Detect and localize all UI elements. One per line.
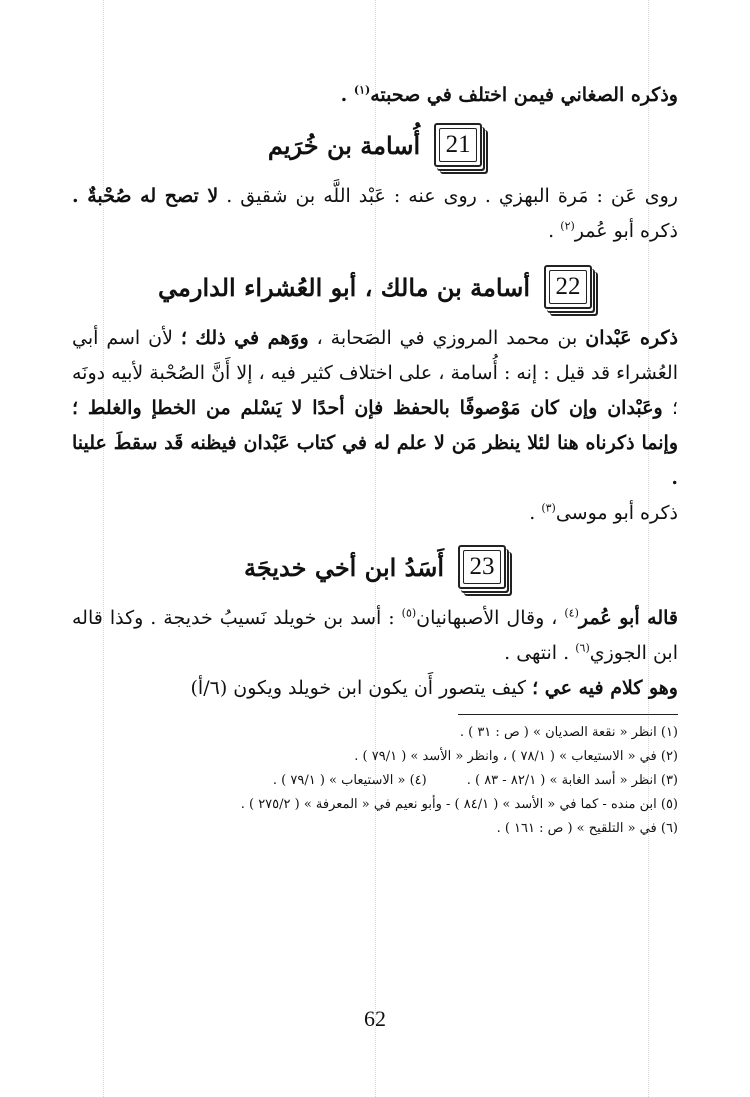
entry-title: أَسَدُ ابن أخي خديجَة <box>243 552 445 582</box>
page-body <box>72 78 678 841</box>
footnote-mark: (٣) <box>541 501 556 515</box>
footnote-4: (٤) « الاستيعاب » ( ٧٩/١ ) . <box>272 773 427 788</box>
footnote-3: (٣) انظر « أسد الغابة » ( ٨٢/١ - ٨٣ ) . <box>466 773 678 788</box>
footnote-2: (٢) في « الاستيعاب » ( ٧٨/١ ) ، وانظر « الأسد » ( ٧٩/١ ) . <box>354 749 678 764</box>
entry-number-badge: 21 <box>434 123 482 167</box>
footnote-mark: (٦) <box>575 641 590 655</box>
entry-heading-23 <box>72 545 678 589</box>
footnote-mark: (٥) <box>401 606 417 620</box>
entry-body-23: قاله أبو عُمر$^{(٤)}$ ، وقال الأصبهانيان$^{(٥)}$ : أسد بن خويلد نَسيبُ خديجة . وكذا قاله ابن الجوزي$^{(٦)}$ . انتهى . <box>72 606 679 664</box>
footnote-separator <box>458 714 678 715</box>
footnote-mark: (١) <box>353 83 371 97</box>
footnote-mark: (٤) <box>564 606 579 620</box>
entry-source-22: ذكره أبو موسى$^{(٣)}$ . <box>529 501 678 524</box>
footnote-5: (٥) ابن منده - كما في « الأسد » ( ٨٤/١ ) - وأبو نعيم في « المعرفة » ( ٢٧٥/٢ ) . <box>240 797 678 812</box>
footnote-row-3-4 <box>72 769 678 793</box>
entry-continuation-23: وهو كلام فيه عي ؛ كيف يتصور أَن يكون ابن خويلد ويكون (٦/أ) <box>190 677 678 699</box>
footnotes <box>72 721 678 841</box>
entry-number-badge: 22 <box>544 265 592 309</box>
entry-title: أُسامة بن خُرَيم <box>267 130 421 160</box>
footnote-mark: (٢) <box>560 219 575 233</box>
intro-line: وذكره الصغاني فيمن اختلف في صحبته$^{(١)}$ . <box>340 83 678 106</box>
entry-body-21: روى عَن : مَرة البهزي . روى عنه : عَبْد اللَّه بن شقيق . لا تصح له صُحْبةٌ . ذكره أبو عُمر$^{(٢)}$ . <box>72 185 678 242</box>
entry-title: أسامة بن مالك ، أبو العُشراء الدارمي <box>158 272 530 302</box>
entry-heading-21 <box>72 123 678 167</box>
entry-body-22: ذكره عَبْدان بن محمد المروزي في الصَحابة ، ووَهم في ذلك ؛ لأن اسم أبي العُشراء قد قيل : إنه : أُسامة ، على اختلاف كثير فيه ، إلا أَنَّ الصُحْبة لأبيه دونَه ؛ وعَبْدان وإن كان مَوْصوفًا بالحفظ فإن أحدًا لا يَسْلم من الخطإ والغلط ؛ وإنما ذكرناه هنا لئلا ينظر مَن لا علم له في كتاب عَبْدان فيظنه قَد سقطَ علينا . <box>72 327 678 489</box>
entry-number-badge: 23 <box>458 545 506 589</box>
footnote-1: (١) انظر « نقعة الصديان » ( ص : ٣١ ) . <box>459 725 678 740</box>
entry-heading-22 <box>72 265 678 309</box>
page-number: 62 <box>364 1006 386 1031</box>
footnote-6: (٦) في « التلقيح » ( ص : ١٦١ ) . <box>496 821 678 836</box>
